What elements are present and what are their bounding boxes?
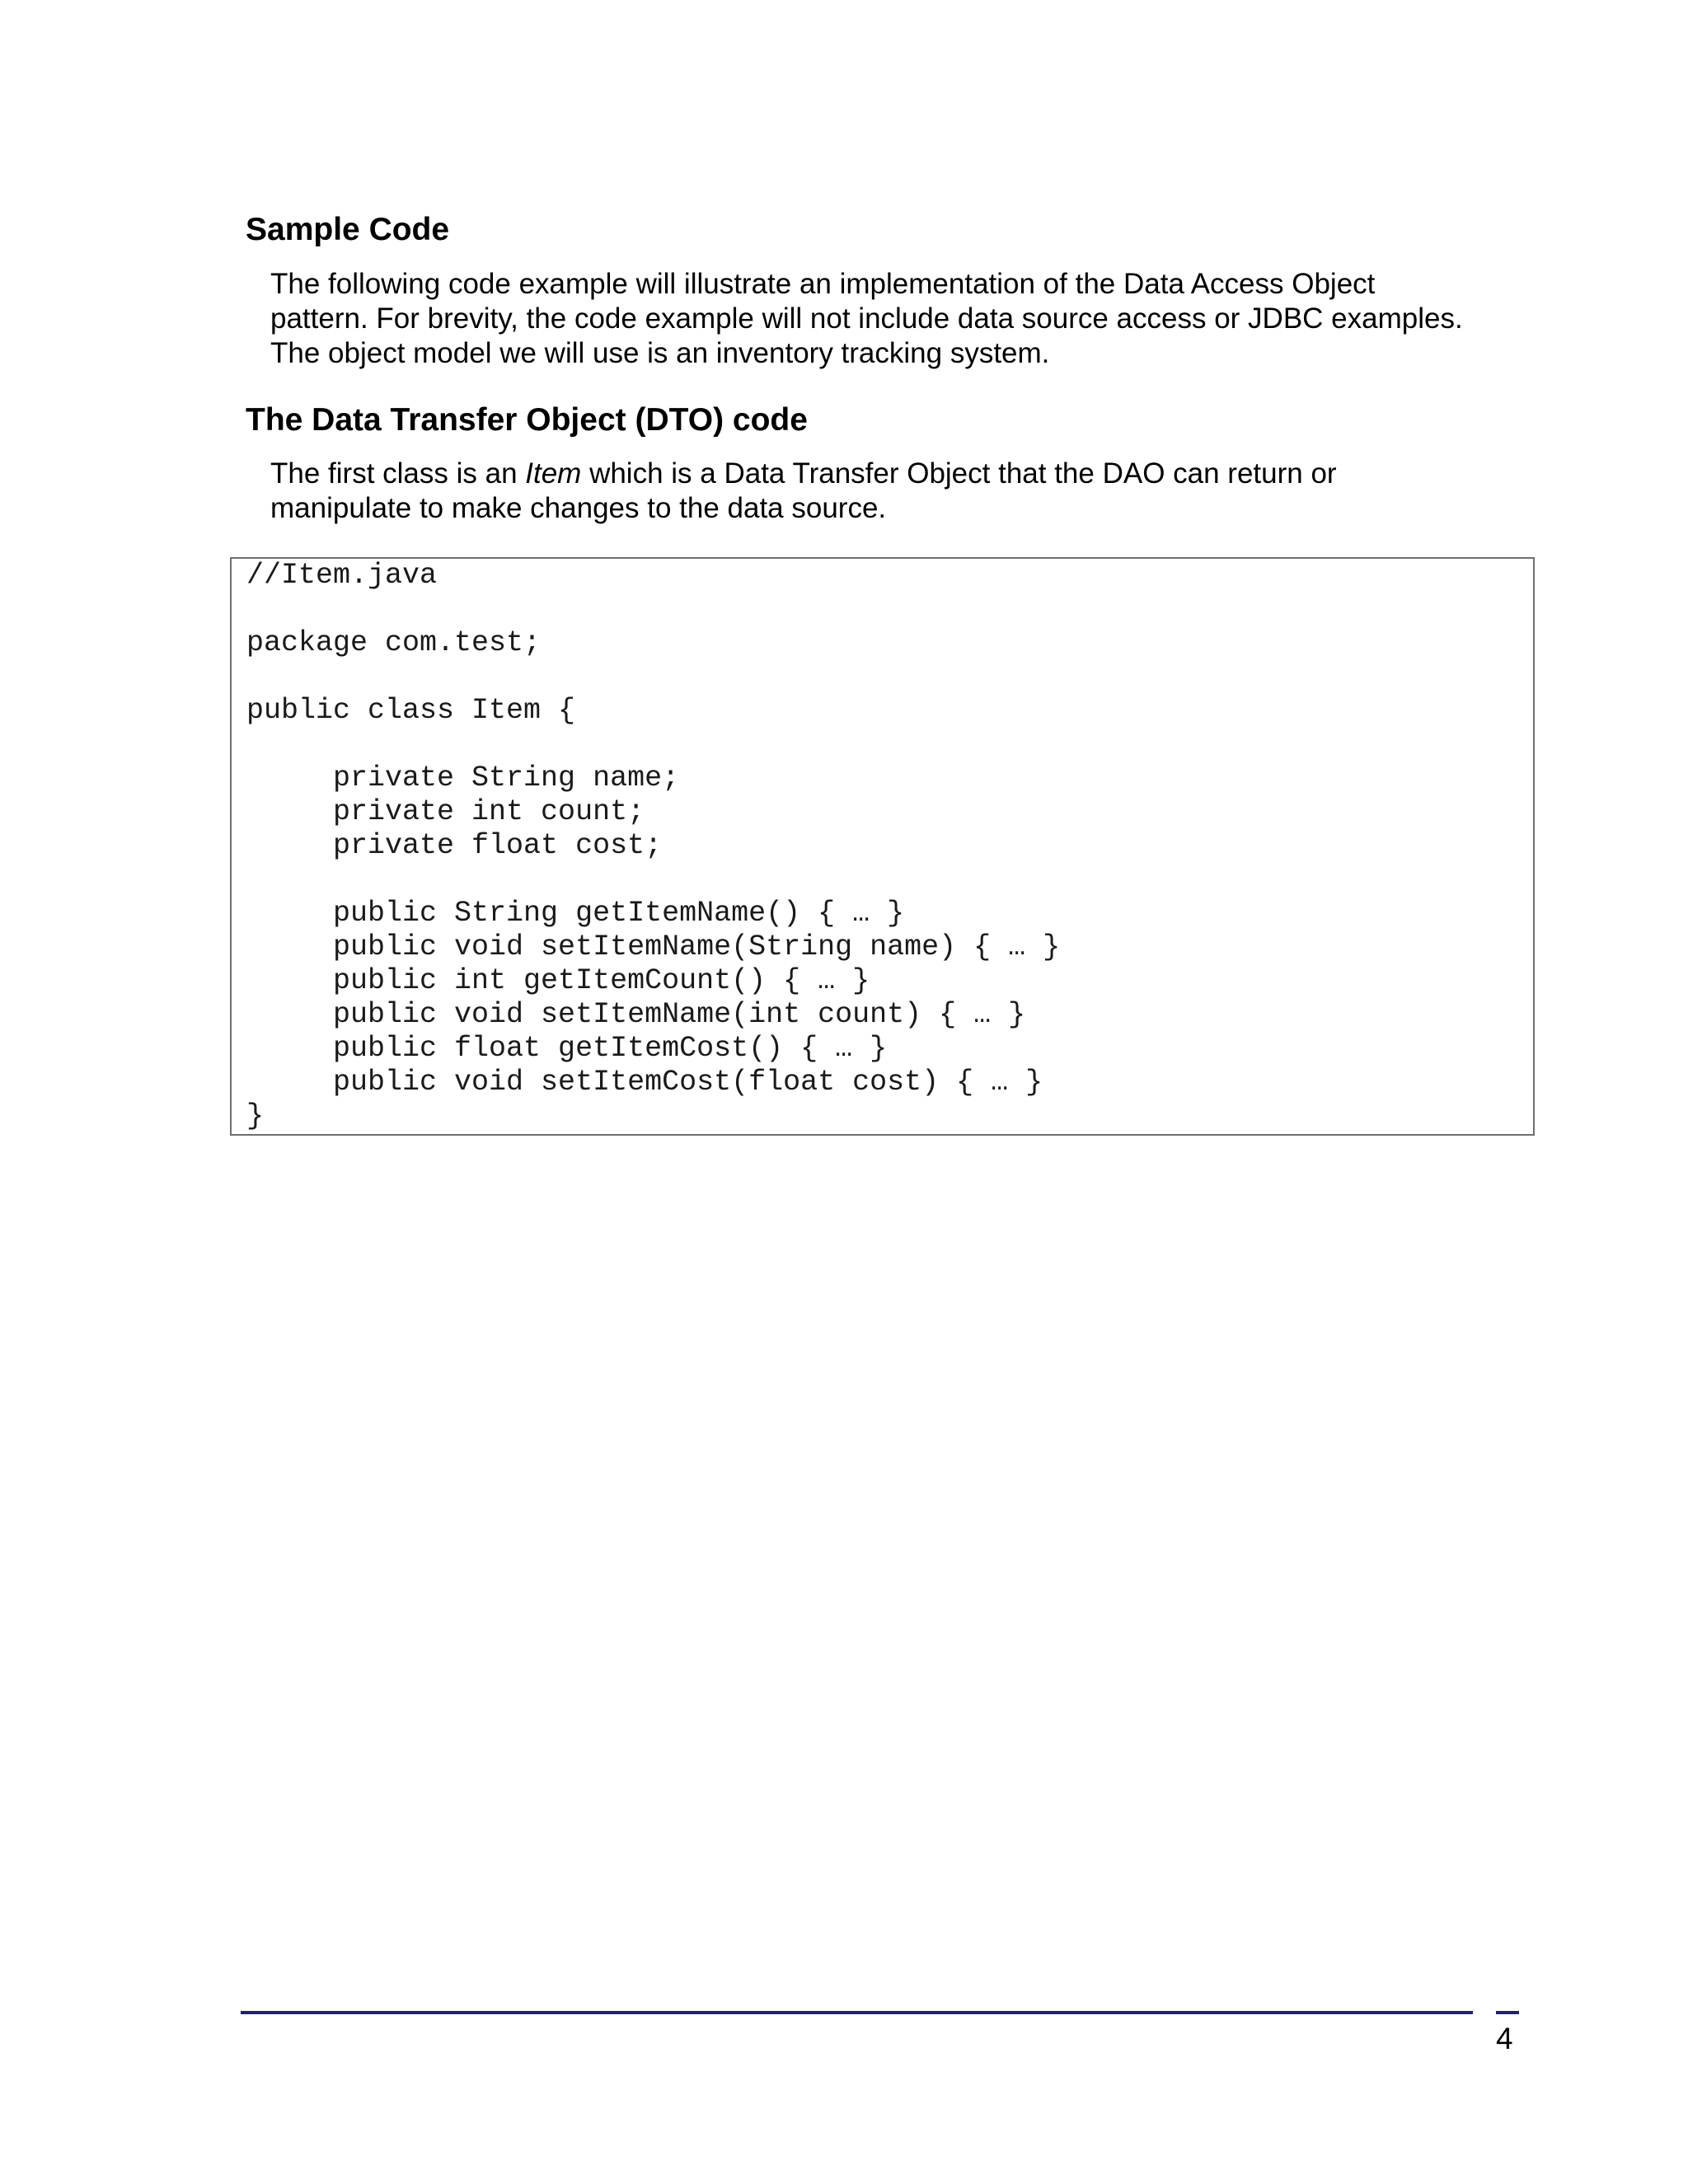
- text-run: The first class is an: [270, 457, 526, 490]
- code-listing: [230, 557, 1535, 1136]
- code-line: private int count;: [246, 795, 645, 828]
- paragraph-line: [270, 457, 1556, 491]
- code-line: public void setItemName(int count) { … }: [246, 998, 1026, 1031]
- code-line: private String name;: [246, 762, 680, 794]
- paragraph-line: manipulate to make changes to the data source.: [270, 492, 887, 524]
- footer-rule-segment: [1496, 2011, 1519, 2014]
- page-number: 4: [1496, 2022, 1513, 2055]
- paragraph-line: The following code example will illustrate an implementation of the Data Access Object: [270, 268, 1376, 300]
- code-line: [246, 593, 1060, 626]
- paragraph-line: pattern. For brevity, the code example will not include data source access or JDBC examples.: [270, 302, 1463, 335]
- code-line: public String getItemName() { … }: [246, 897, 905, 930]
- dto-heading: The Data Transfer Object (DTO) code: [246, 402, 808, 438]
- code-line: public void setItemName(String name) { … }: [246, 930, 1061, 963]
- code-line: }: [246, 1099, 265, 1132]
- italic-term: Item: [525, 457, 582, 490]
- text-run: which is a Data Transfer Object that the DAO can return or: [581, 457, 1337, 490]
- dto-paragraph: [270, 457, 1556, 526]
- code-line: [246, 728, 1060, 762]
- footer-rule: [241, 2011, 1473, 2014]
- code-lines: [246, 559, 1060, 1133]
- code-line: private float cost;: [246, 829, 663, 862]
- sample-code-paragraph: [270, 267, 1556, 371]
- code-line: public int getItemCount() { … }: [246, 964, 870, 997]
- code-line: [246, 863, 1060, 897]
- code-line: [246, 660, 1060, 694]
- paragraph-line: The object model we will use is an inventory tracking system.: [270, 337, 1050, 369]
- code-line: package com.test;: [246, 626, 542, 659]
- code-line: //Item.java: [246, 559, 438, 592]
- sample-code-heading: Sample Code: [246, 212, 450, 247]
- code-line: public float getItemCost() { … }: [246, 1032, 888, 1065]
- code-line: public void setItemCost(float cost) { … }: [246, 1066, 1043, 1099]
- code-line: public class Item {: [246, 694, 576, 727]
